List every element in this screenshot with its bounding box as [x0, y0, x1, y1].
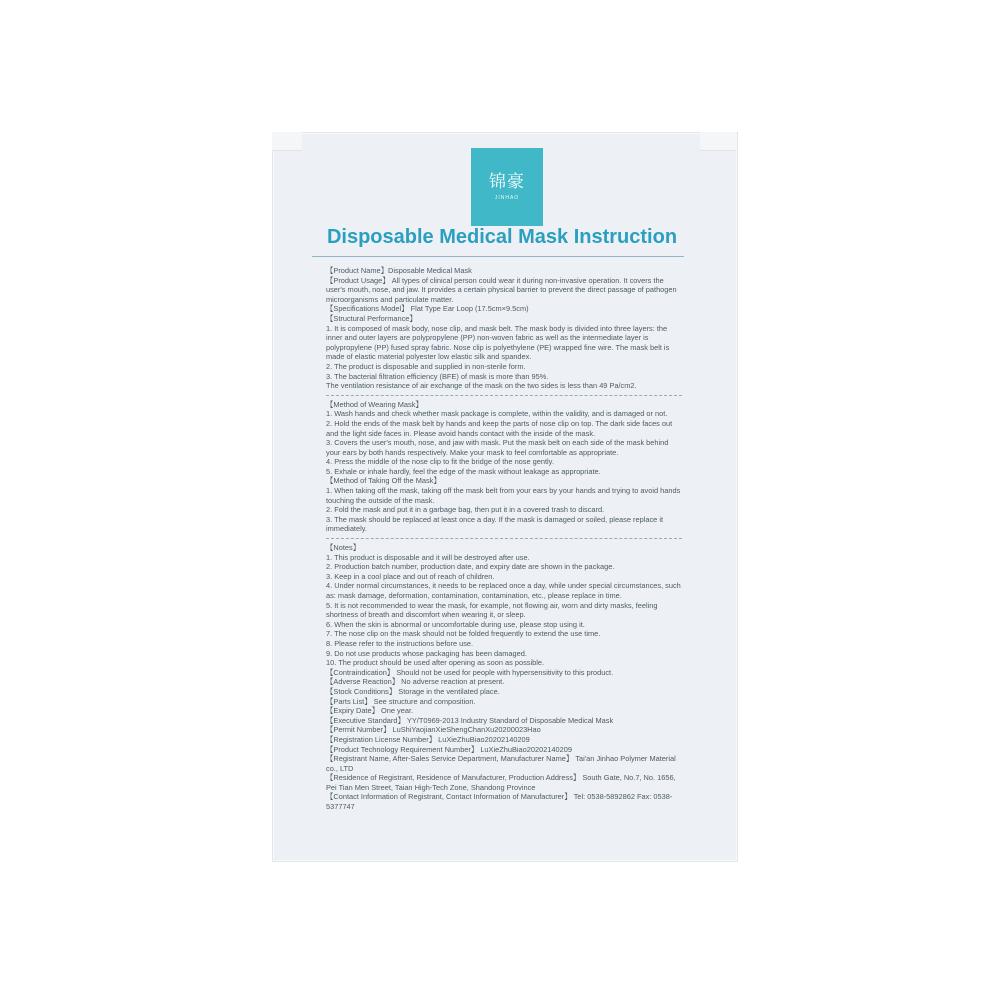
instruction-line: 2. Production batch number, production date, and expiry date are shown in the package.: [326, 562, 615, 572]
instruction-line: 【Method of Taking Off the Mask】: [326, 476, 441, 486]
package-flap-left: [272, 132, 302, 151]
instruction-line: 【Executive Standard】 YY/T0969-2013 Industry Standard of Disposable Medical Mask: [326, 715, 614, 725]
brand-logo: [471, 148, 543, 226]
instruction-line: 2. The product is disposable and supplied in non-sterile form.: [326, 361, 526, 371]
instruction-line: 2. Hold the ends of the mask belt by hands and keep the parts of nose clip on top. The dark side faces out and the light side faces in. Please avoid hands contact with the inside of the mask.: [326, 418, 673, 438]
instruction-line: 4. Under normal circumstances, it needs to be replaced once a day, while under special circumstances, such as: mask damage, deformation, contamination, contamination, etc., please replace in time.: [326, 581, 681, 600]
instruction-line: 1. This product is disposable and it will be destroyed after use.: [326, 552, 530, 562]
instruction-line: 1. It is composed of mask body, nose clip, and mask belt. The mask body is divided into three layers: the inner and outer layers are polypropylene (PP) non-woven fabric as well as the intermediate layer is polypropylene (PP) fused spray fabric. Nose clip is polyethylene (PE) wrapped fine wire. The mask belt is made of elastic material polyester low elastic silk and spandex.: [326, 323, 670, 362]
instruction-line: 4. Press the middle of the nose clip to fit the bridge of the nose gently.: [326, 457, 554, 467]
product-info-section: [326, 266, 682, 391]
instruction-line: 【Stock Conditions】 Storage in the ventilated place.: [326, 686, 500, 696]
brand-logo-text: 锦豪: [489, 171, 525, 192]
instruction-line: 【Residence of Registrant, Residence of Manufacturer, Production Address】 South Gate, No.7, No. 1656, Pei Tian Men Street, Taian High-Tech Zone, Shandong Province: [326, 773, 676, 792]
brand-logo-subtitle: JINHAO: [494, 194, 520, 201]
package-flap-right: [700, 132, 736, 151]
instruction-line: 【Permit Number】 LuShiYaojianXieShengChanXu20200023Hao: [326, 725, 541, 735]
instruction-line: 5. Exhale or inhale hardly, feel the edge of the mask without leakage as appropriate.: [326, 466, 601, 476]
instruction-line: 8. Please refer to the instructions before use.: [326, 638, 474, 648]
instruction-line: 3. The mask should be replaced at least once a day. If the mask is damaged or soiled, please replace it immediately.: [326, 514, 664, 534]
instruction-line: 1. Wash hands and check whether mask package is complete, within the validity, and is damaged or not.: [326, 409, 668, 419]
instruction-line: 【Product Usage】 All types of clinical person could wear it during non-invasive operation. It covers the user's mouth, nose, and jaw. It provides a certain physical barrier to prevent the direct passage of pathogen microorganisms and particulate matter.: [326, 275, 677, 304]
instruction-line: 【Structural Performance】: [326, 313, 417, 323]
section-divider: [326, 538, 682, 539]
instruction-line: 【Notes】: [326, 543, 361, 553]
instruction-line: 【Contraindication】 Should not be used for people with hypersensitivity to this product.: [326, 667, 614, 677]
instruction-line: 2. Fold the mask and put it in a garbage bag, then put it in a covered trash to discard.: [326, 505, 605, 515]
instruction-line: The ventilation resistance of air exchange of the mask on the two sides is less than 49 Pa/cm2.: [326, 381, 637, 391]
instruction-line: 3. Keep in a cool place and out of reach of children.: [326, 571, 495, 581]
instruction-line: 10. The product should be used after opening as soon as possible.: [326, 658, 545, 668]
instruction-line: 9. Do not use products whose packaging has been damaged.: [326, 648, 527, 658]
instruction-line: 【Registrant Name, After-Sales Service Department, Manufacturer Name】 Tai'an Jinhao Polymer Material co., LTD: [326, 754, 676, 773]
instruction-line: 【Contact Information of Registrant, Contact Information of Manufacturer】 Tel: 0538-5892862 Fax: 0538-5377747: [326, 792, 673, 812]
section-divider: [326, 395, 682, 396]
instruction-line: 3. The bacterial filtration efficiency (BFE) of mask is more than 95%.: [326, 371, 549, 381]
instruction-line: 3. Covers the user's mouth, nose, and jaw with mask. Put the mask belt on each side of the mask behind your ears by both hands respectively. Make your mask to feel comfortable as appropriate.: [326, 438, 669, 457]
instruction-line: 【Method of Wearing Mask】: [326, 399, 423, 409]
instruction-line: 5. It is not recommended to wear the mask, for example, not flowing air, worn and dirty masks, feeling shortness of breath and discomfort when wearing it, or sleep.: [326, 600, 658, 620]
instruction-body: [326, 266, 682, 812]
instruction-line: 1. When taking off the mask, taking off the mask belt from your ears by your hands and trying to avoid hands touching the outside of the mask.: [326, 486, 681, 505]
title-divider: [312, 256, 684, 257]
document-title: Disposable Medical Mask Instruction: [326, 226, 678, 248]
instruction-line: 7. The nose clip on the mask should not be folded frequently to extend the use time.: [326, 629, 601, 639]
instruction-line: 【Parts List】 See structure and composition.: [326, 696, 476, 706]
instruction-line: 【Expiry Date】 One year.: [326, 706, 414, 716]
instruction-line: 【Product Name】Disposable Medical Mask: [326, 266, 472, 275]
instruction-line: 【Specifications Model】 Flat Type Ear Loop (17.5cm×9.5cm): [326, 304, 529, 314]
wearing-method-section: [326, 400, 682, 534]
instruction-line: 【Registration License Number】 LuXieZhuBiao20202140209: [326, 734, 530, 744]
instruction-line: 6. When the skin is abnormal or uncomfortable during use, please stop using it.: [326, 619, 585, 629]
instruction-line: 【Product Technology Requirement Number】 LuXieZhuBiao20202140209: [326, 744, 572, 754]
notes-section: [326, 543, 682, 812]
instruction-line: 【Adverse Reaction】 No adverse reaction at present.: [326, 677, 505, 687]
